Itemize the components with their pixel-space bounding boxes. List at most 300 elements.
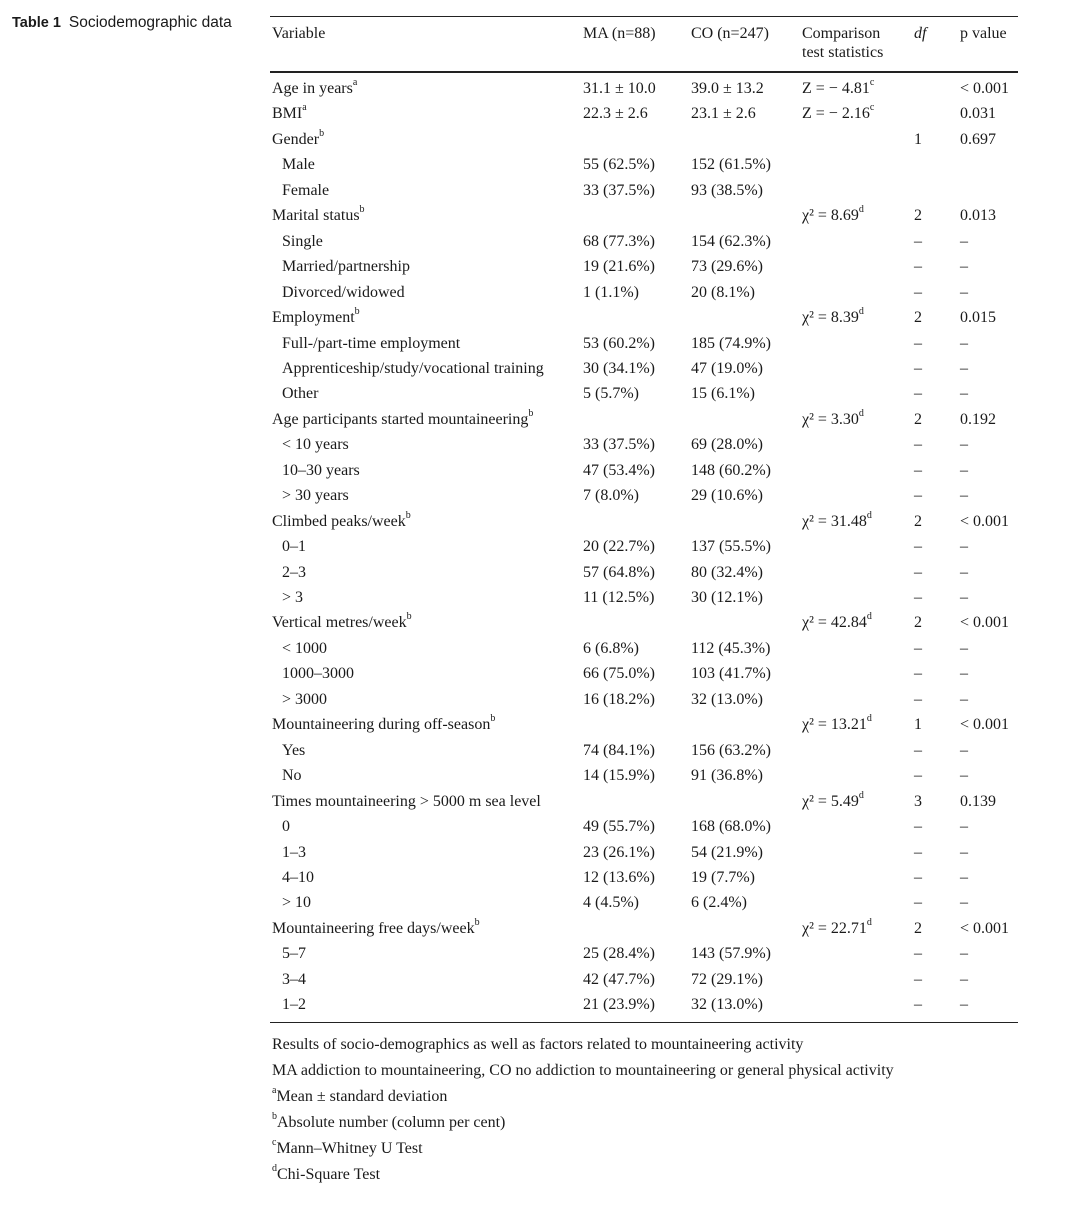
p-value-cell xyxy=(960,589,968,607)
co-cell-text: 47 (19.0%) xyxy=(691,359,763,377)
p-value-cell xyxy=(960,411,996,429)
df-cell-text: – xyxy=(914,461,922,479)
ma-cell-text: 4 (4.5%) xyxy=(583,894,639,912)
variable-cell-text: Age participants started mountaineering xyxy=(272,410,529,428)
variable-cell-text: Single xyxy=(282,232,323,250)
p-value-cell xyxy=(960,284,968,302)
table-row xyxy=(270,77,1018,105)
variable-cell xyxy=(282,945,306,963)
ma-cell-text: 6 (6.8%) xyxy=(583,639,639,657)
footnote xyxy=(272,1137,894,1166)
p-value-cell xyxy=(960,233,968,251)
header-ma: MA (n=88) xyxy=(583,25,656,42)
ma-cell xyxy=(583,971,655,989)
p-value-cell-text: 0.031 xyxy=(960,105,996,123)
co-cell xyxy=(691,80,764,98)
df-cell-text: – xyxy=(914,258,922,276)
variable-cell xyxy=(282,640,327,658)
table-row xyxy=(270,306,1018,334)
p-value-cell xyxy=(960,869,968,887)
p-value-cell xyxy=(960,818,968,836)
variable-cell-text: Divorced/widowed xyxy=(282,283,405,301)
variable-cell-text: 10–30 years xyxy=(282,461,360,479)
p-value-cell-text: – xyxy=(960,283,968,301)
p-value-cell-text: – xyxy=(960,258,968,276)
df-cell-text: 2 xyxy=(914,512,922,530)
p-value-cell xyxy=(960,767,968,785)
df-cell-text: 2 xyxy=(914,309,922,327)
df-cell-text: – xyxy=(914,538,922,556)
df-cell-text: – xyxy=(914,436,922,454)
co-cell xyxy=(691,844,763,862)
co-cell xyxy=(691,742,771,760)
footnote xyxy=(272,1085,894,1114)
comparison-cell-text: Z = − 2.16 xyxy=(802,105,870,123)
p-value-cell xyxy=(960,385,968,403)
co-cell-text: 168 (68.0%) xyxy=(691,818,771,836)
p-value-cell-text: 0.013 xyxy=(960,207,996,225)
df-cell-text: – xyxy=(914,359,922,377)
df-cell xyxy=(914,818,922,836)
comparison-cell-footnote-marker: c xyxy=(869,102,875,114)
table-row xyxy=(270,640,1018,665)
table-row xyxy=(270,818,1018,843)
table-row xyxy=(270,894,1018,919)
df-cell xyxy=(914,869,922,887)
p-value-cell xyxy=(960,996,968,1014)
p-value-cell-text: – xyxy=(960,741,968,759)
variable-cell-footnote-marker: b xyxy=(319,127,325,139)
co-cell-text: 32 (13.0%) xyxy=(691,690,763,708)
variable-cell xyxy=(282,894,311,912)
variable-cell-footnote-marker: b xyxy=(354,306,360,318)
p-value-cell-text: 0.139 xyxy=(960,792,996,810)
df-cell xyxy=(914,131,922,149)
variable-cell-text: Climbed peaks/week xyxy=(272,512,406,530)
variable-cell-text: 1000–3000 xyxy=(282,665,354,683)
df-cell xyxy=(914,945,922,963)
table-row xyxy=(270,971,1018,996)
p-value-cell xyxy=(960,971,968,989)
header-comparison-line1: Comparison xyxy=(802,25,881,42)
df-cell xyxy=(914,614,922,632)
footnote xyxy=(272,1036,894,1062)
p-value-cell-text: – xyxy=(960,359,968,377)
header-variable: Variable xyxy=(272,25,326,42)
co-cell-text: 112 (45.3%) xyxy=(691,639,771,657)
variable-cell xyxy=(282,436,349,454)
df-cell-text: – xyxy=(914,945,922,963)
co-cell xyxy=(691,436,763,454)
co-cell-text: 23.1 ± 2.6 xyxy=(691,105,756,123)
ma-cell-text: 57 (64.8%) xyxy=(583,563,655,581)
variable-cell xyxy=(282,665,354,683)
ma-cell-text: 14 (15.9%) xyxy=(583,767,655,785)
comparison-cell-footnote-marker: d xyxy=(858,306,864,318)
table-footnotes xyxy=(272,1036,894,1192)
df-cell-text: – xyxy=(914,868,922,886)
ma-cell xyxy=(583,589,654,607)
df-cell xyxy=(914,309,922,327)
co-cell-text: 20 (8.1%) xyxy=(691,283,755,301)
df-cell xyxy=(914,920,922,938)
co-cell xyxy=(691,487,763,505)
df-cell xyxy=(914,640,922,658)
variable-cell xyxy=(282,818,290,836)
df-cell-text: – xyxy=(914,589,922,606)
df-cell xyxy=(914,258,922,276)
table-row xyxy=(270,385,1018,410)
ma-cell-text: 21 (23.9%) xyxy=(583,996,655,1014)
ma-cell xyxy=(583,742,655,760)
df-cell-text: – xyxy=(914,665,922,683)
co-cell-text: 54 (21.9%) xyxy=(691,843,763,861)
comparison-cell-footnote-marker: c xyxy=(869,77,875,88)
ma-cell xyxy=(583,462,655,480)
co-cell xyxy=(691,335,771,353)
variable-cell-text: Mountaineering free days/week xyxy=(272,919,475,937)
p-value-cell-text: – xyxy=(960,996,968,1014)
header-p: p value xyxy=(960,25,1007,42)
df-cell xyxy=(914,284,922,302)
co-cell-text: 148 (60.2%) xyxy=(691,461,771,479)
df-cell xyxy=(914,844,922,862)
header-comparison-line2: test statistics xyxy=(802,44,884,61)
ma-cell xyxy=(583,818,655,836)
co-cell-text: 185 (74.9%) xyxy=(691,334,771,352)
df-cell-text: – xyxy=(914,283,922,301)
footnote-text: Mann–Whitney U Test xyxy=(276,1140,423,1157)
df-cell-text: – xyxy=(914,563,922,581)
ma-cell-text: 68 (77.3%) xyxy=(583,232,655,250)
ma-cell xyxy=(583,335,655,353)
df-cell-text: – xyxy=(914,970,922,988)
ma-cell xyxy=(583,945,655,963)
p-value-cell-text: – xyxy=(960,818,968,836)
variable-cell-text: > 3 xyxy=(282,589,304,606)
variable-cell xyxy=(282,284,405,302)
variable-cell xyxy=(282,335,460,353)
co-cell xyxy=(691,538,771,556)
comparison-cell xyxy=(802,611,872,632)
ma-cell xyxy=(583,640,639,658)
ma-cell-text: 25 (28.4%) xyxy=(583,945,655,963)
p-value-cell xyxy=(960,564,968,582)
variable-cell xyxy=(282,156,315,174)
footnote-text: MA addiction to mountaineering, CO no addiction to mountaineering or general physical activity xyxy=(272,1062,894,1079)
ma-cell xyxy=(583,869,655,887)
variable-cell-text: Female xyxy=(282,181,330,199)
p-value-cell-text: – xyxy=(960,970,968,988)
co-cell xyxy=(691,640,770,658)
df-cell-text: – xyxy=(914,232,922,250)
co-cell-text: 29 (10.6%) xyxy=(691,487,763,505)
comparison-cell-footnote-marker: d xyxy=(866,611,872,623)
comparison-cell-text: χ² = 22.71 xyxy=(802,919,867,937)
p-value-cell xyxy=(960,742,968,760)
variable-cell-text: Apprenticeship/study/vocational training xyxy=(282,359,544,377)
ma-cell-text: 42 (47.7%) xyxy=(583,970,655,988)
df-cell-text: 1 xyxy=(914,130,922,148)
variable-cell xyxy=(272,127,325,149)
co-cell xyxy=(691,385,755,403)
p-value-cell-text: < 0.001 xyxy=(960,716,1010,734)
co-cell-text: 6 (2.4%) xyxy=(691,894,747,912)
p-value-cell-text: < 0.001 xyxy=(960,80,1010,97)
co-cell xyxy=(691,360,763,378)
variable-cell-text: < 1000 xyxy=(282,639,328,657)
variable-cell-text: BMI xyxy=(272,105,303,123)
footnote xyxy=(272,1163,894,1192)
table-row xyxy=(270,509,1018,538)
p-value-cell-text: – xyxy=(960,436,968,454)
p-value-cell xyxy=(960,920,1009,938)
variable-cell-footnote-marker: b xyxy=(490,713,496,725)
df-cell xyxy=(914,487,922,505)
ma-cell xyxy=(583,182,655,200)
variable-cell-text: > 30 years xyxy=(282,487,349,505)
p-value-cell-text: < 0.001 xyxy=(960,614,1010,632)
df-cell-text: – xyxy=(914,741,922,759)
co-cell-text: 156 (63.2%) xyxy=(691,741,771,759)
ma-cell-text: 1 (1.1%) xyxy=(583,283,639,301)
df-cell-text: – xyxy=(914,639,922,657)
p-value-cell-text: – xyxy=(960,538,968,556)
comparison-cell-text: χ² = 31.48 xyxy=(802,512,867,530)
p-value-cell-text: 0.192 xyxy=(960,410,996,428)
co-cell-text: 19 (7.7%) xyxy=(691,868,755,886)
ma-cell xyxy=(583,80,656,98)
co-cell-text: 154 (62.3%) xyxy=(691,232,771,250)
p-value-cell-text: – xyxy=(960,385,968,403)
co-cell-text: 152 (61.5%) xyxy=(691,156,771,174)
variable-cell xyxy=(282,869,314,887)
p-value-cell-text: < 0.001 xyxy=(960,919,1010,937)
p-value-cell xyxy=(960,640,968,658)
variable-cell-text: Gender xyxy=(272,130,320,148)
bottom-rule xyxy=(270,1022,1018,1023)
variable-cell-text: Times mountaineering > 5000 m sea level xyxy=(272,792,541,810)
variable-cell xyxy=(282,589,303,607)
df-cell xyxy=(914,971,922,989)
table-row xyxy=(270,742,1018,767)
variable-cell xyxy=(272,713,496,734)
p-value-cell xyxy=(960,258,968,276)
co-cell xyxy=(691,869,755,887)
p-value-cell-text: – xyxy=(960,589,968,606)
p-value-cell xyxy=(960,894,968,912)
footnote xyxy=(272,1062,894,1088)
df-cell-text: 1 xyxy=(914,716,922,734)
table-row xyxy=(270,487,1018,512)
ma-cell-text: 31.1 ± 10.0 xyxy=(583,80,656,97)
variable-cell xyxy=(282,360,544,378)
header-comparison xyxy=(802,24,883,62)
co-cell-text: 32 (13.0%) xyxy=(691,996,763,1014)
df-cell xyxy=(914,436,922,454)
footnote-marker: b xyxy=(272,1111,277,1122)
table-row xyxy=(270,258,1018,283)
table-row xyxy=(270,767,1018,792)
header-rule xyxy=(270,71,1018,73)
p-value-cell xyxy=(960,207,996,225)
df-cell-text: 2 xyxy=(914,919,922,937)
co-cell-text: 91 (36.8%) xyxy=(691,767,763,785)
header-df: df xyxy=(914,25,927,42)
p-value-cell-text: – xyxy=(960,487,968,505)
ma-cell xyxy=(583,538,655,556)
table-caption xyxy=(12,14,232,32)
p-value-cell-text: – xyxy=(960,868,968,886)
df-cell xyxy=(914,793,922,811)
p-value-cell-text: < 0.001 xyxy=(960,512,1010,530)
table-row xyxy=(270,789,1018,818)
variable-cell xyxy=(282,233,323,251)
variable-cell-text: 0 xyxy=(282,818,290,836)
ma-cell-text: 7 (8.0%) xyxy=(583,487,639,505)
variable-cell-text: 2–3 xyxy=(282,563,306,581)
variable-cell-text: Yes xyxy=(282,741,306,759)
co-cell-text: 93 (38.5%) xyxy=(691,181,763,199)
table-row xyxy=(270,538,1018,563)
p-value-cell xyxy=(960,513,1009,531)
variable-cell xyxy=(272,102,307,123)
ma-cell xyxy=(583,844,655,862)
df-cell xyxy=(914,665,922,683)
df-cell xyxy=(914,360,922,378)
variable-cell xyxy=(272,611,412,632)
p-value-cell-text: – xyxy=(960,563,968,581)
p-value-cell-text: – xyxy=(960,665,968,683)
table-row xyxy=(270,436,1018,461)
variable-cell-text: Married/partnership xyxy=(282,258,410,276)
co-cell xyxy=(691,589,763,607)
ma-cell xyxy=(583,487,639,505)
table-label: Table 1 xyxy=(12,15,61,31)
co-cell-text: 15 (6.1%) xyxy=(691,385,755,403)
comparison-cell-text: χ² = 13.21 xyxy=(802,716,867,734)
comparison-cell-text: χ² = 42.84 xyxy=(802,614,867,632)
variable-cell-text: 0–1 xyxy=(282,538,306,556)
table-row xyxy=(270,713,1018,741)
table-row xyxy=(270,156,1018,181)
comparison-cell xyxy=(802,509,872,531)
p-value-cell-text: – xyxy=(960,639,968,657)
co-cell xyxy=(691,971,763,989)
ma-cell-text: 66 (75.0%) xyxy=(583,665,655,683)
ma-cell xyxy=(583,996,655,1014)
p-value-cell xyxy=(960,614,1009,632)
ma-cell-text: 33 (37.5%) xyxy=(583,181,655,199)
table-row xyxy=(270,462,1018,487)
table-row xyxy=(270,589,1018,614)
variable-cell xyxy=(282,564,306,582)
ma-cell xyxy=(583,258,655,276)
ma-cell xyxy=(583,233,655,251)
comparison-cell-text: Z = − 4.81 xyxy=(802,80,870,97)
variable-cell xyxy=(282,971,306,989)
table-row xyxy=(270,665,1018,690)
ma-cell-text: 5 (5.7%) xyxy=(583,385,639,403)
comparison-cell-text: χ² = 8.69 xyxy=(802,207,859,225)
table-row xyxy=(270,564,1018,589)
co-cell xyxy=(691,284,755,302)
table-row xyxy=(270,869,1018,894)
co-cell-text: 72 (29.1%) xyxy=(691,970,763,988)
df-cell xyxy=(914,335,922,353)
ma-cell xyxy=(583,691,655,709)
variable-cell xyxy=(272,407,534,429)
ma-cell-text: 20 (22.7%) xyxy=(583,538,655,556)
ma-cell-text: 12 (13.6%) xyxy=(583,868,655,886)
ma-cell-text: 22.3 ± 2.6 xyxy=(583,105,648,123)
df-cell xyxy=(914,996,922,1014)
ma-cell-text: 11 (12.5%) xyxy=(583,589,655,606)
ma-cell-text: 53 (60.2%) xyxy=(583,334,655,352)
p-value-cell-text: – xyxy=(960,232,968,250)
df-cell-text: – xyxy=(914,894,922,912)
variable-cell xyxy=(282,258,410,276)
p-value-cell-text: – xyxy=(960,843,968,861)
variable-cell-text: 5–7 xyxy=(282,945,306,963)
ma-cell xyxy=(583,767,655,785)
table-row xyxy=(270,360,1018,385)
footnote-text: Absolute number (column per cent) xyxy=(277,1114,506,1131)
df-cell xyxy=(914,767,922,785)
ma-cell-text: 55 (62.5%) xyxy=(583,156,655,174)
ma-cell xyxy=(583,436,655,454)
comparison-cell-footnote-marker: d xyxy=(858,407,864,419)
co-cell-text: 80 (32.4%) xyxy=(691,563,763,581)
variable-cell xyxy=(272,306,360,327)
df-cell xyxy=(914,513,922,531)
co-cell xyxy=(691,156,771,174)
p-value-cell xyxy=(960,665,968,683)
df-cell xyxy=(914,411,922,429)
df-cell xyxy=(914,564,922,582)
df-cell xyxy=(914,894,922,912)
p-value-cell-text: – xyxy=(960,894,968,912)
variable-cell-text: < 10 years xyxy=(282,436,349,454)
table-row xyxy=(270,916,1018,945)
p-value-cell xyxy=(960,360,968,378)
footnote-marker: c xyxy=(272,1137,277,1148)
co-cell xyxy=(691,233,771,251)
df-cell-text: – xyxy=(914,690,922,708)
variable-cell-text: 4–10 xyxy=(282,868,314,886)
variable-cell-text: 1–2 xyxy=(282,996,306,1014)
comparison-cell xyxy=(802,102,875,123)
variable-cell-footnote-marker: b xyxy=(405,509,411,521)
comparison-cell-text: χ² = 8.39 xyxy=(802,309,859,327)
variable-cell xyxy=(282,996,306,1014)
df-cell-text: 2 xyxy=(914,207,922,225)
df-cell-text: – xyxy=(914,843,922,861)
co-cell-text: 137 (55.5%) xyxy=(691,538,771,556)
p-value-cell xyxy=(960,105,996,123)
table-row xyxy=(270,284,1018,309)
p-value-cell-text: – xyxy=(960,945,968,963)
p-value-cell xyxy=(960,945,968,963)
variable-cell-footnote-marker: b xyxy=(406,611,412,623)
table-row xyxy=(270,182,1018,207)
table-row xyxy=(270,611,1018,639)
co-cell-text: 73 (29.6%) xyxy=(691,258,763,276)
comparison-cell-footnote-marker: d xyxy=(858,204,864,216)
df-cell xyxy=(914,385,922,403)
co-cell xyxy=(691,818,771,836)
variable-cell xyxy=(282,182,329,200)
